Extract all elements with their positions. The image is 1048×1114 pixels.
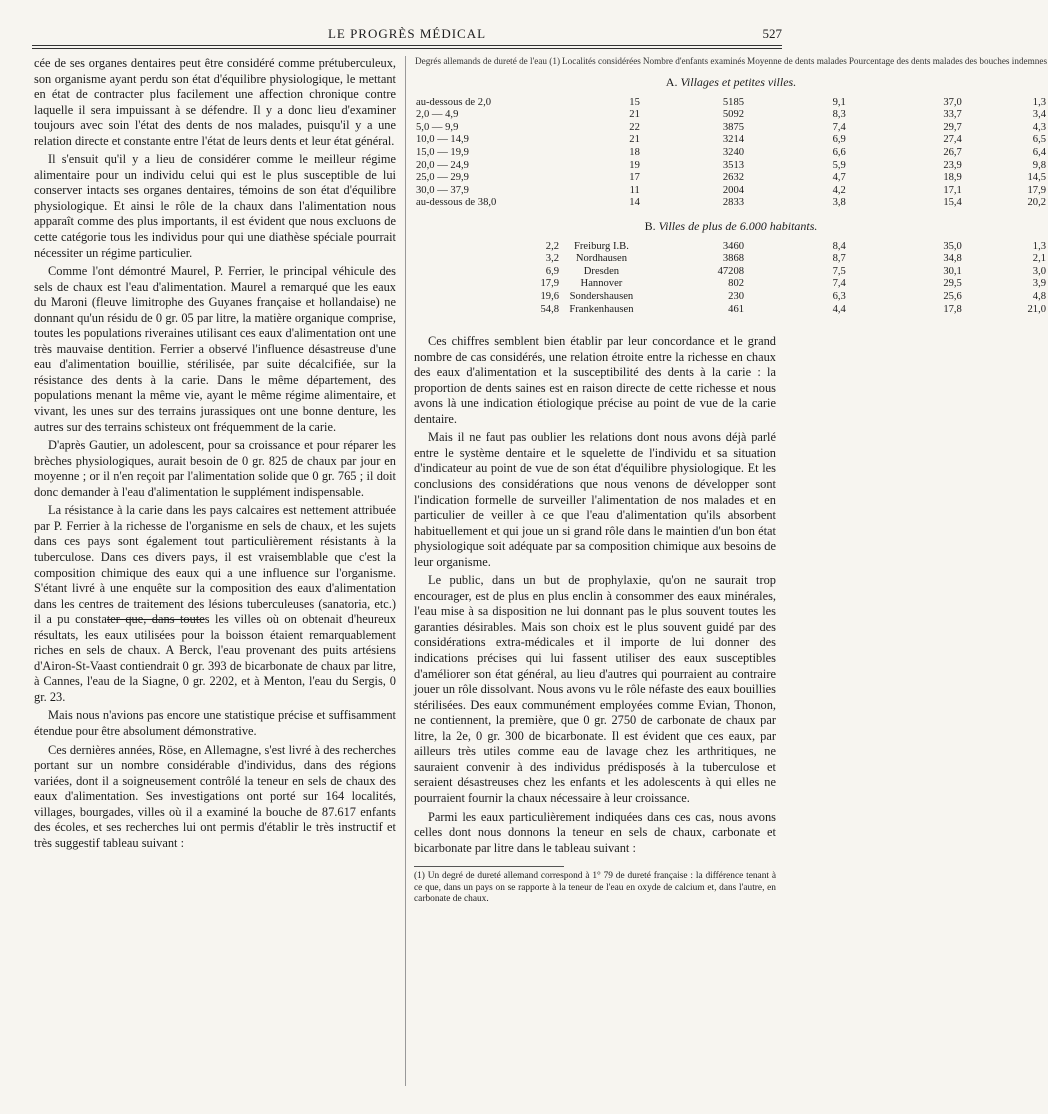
table-cell: 2,2 — [545, 240, 560, 252]
table-cell: 17,1 — [943, 184, 962, 196]
page-number: 527 — [762, 26, 782, 41]
table-cell: 54,8 — [540, 303, 560, 315]
table-cell: 1,3 — [1032, 240, 1047, 252]
table-cell: 15 — [629, 96, 640, 108]
header-rule — [32, 45, 782, 49]
table-cell: 19,6 — [540, 290, 560, 302]
section-b-title — [414, 210, 1048, 241]
table-cell: 21,0 — [1027, 303, 1047, 315]
table-cell: 2833 — [722, 197, 745, 209]
table-cell: 27,4 — [943, 134, 962, 146]
paragraph: cée de ses organes dentaires peut être considéré comme prétuberculeux, son organisme ayant perdu son état d'équilibre physiologique, le mettant en état de contracter plus facilement une affection chronique contre laquelle il sera impuissant à se défendre. Il y a donc lieu d'examiner toujours avec soin l'état des dents de nos malades, puisqu'il y a une relation directe et constante entre l'état de leurs dents et leur état général. — [34, 56, 396, 148]
table-cell: 9,8 — [1032, 159, 1047, 171]
footnote: (1) Un degré de dureté allemand correspond à 1° 79 de dureté française : la différence tenant à ce que, dans un pays on se rapporte à la teneur de l'eau en oxyde de calcium et, dans l'autre, en carbonate de chaux. — [414, 871, 776, 904]
table-cell: 3868 — [722, 253, 745, 265]
table-cell: 21 — [629, 109, 640, 121]
table-cell: 17 — [629, 172, 640, 184]
table-cell: 37,0 — [943, 96, 962, 108]
table-cell: 6,9 — [545, 265, 560, 277]
paragraph — [34, 503, 396, 705]
table-cell: 5092 — [722, 109, 745, 121]
paragraph: Le public, dans un but de prophylaxie, qu'on ne saurait trop encourager, est de plus en plus enclin à consommer des eaux minérales, l'eau mise à sa disposition ne lui donnant pas le plus souvent toutes les garanties désirables. Mais son choix est le plus souvent guidé par des considérations extra-médicales et il importe de lui donner des indications précises qui lui fassent utiliser des eaux susceptibles d'améliorer son état général, au lieu d'autres qui pourraient au contraire jouer un rôle dissolvant. Nous avons vu le rôle néfaste des eaux bouillies stérilisées. Des eaux communément employées comme Evian, Thonon, ne contiennent, la première, que 0 gr. 2750 de carbonate de chaux par litre, la 2e, 0 gr. 300 de bicarbonate. Il est évident que ces eaux, par ailleurs très utiles comme eau de lavage chez les arthritiques, ne sauraient convenir à des individus prédisposés à la tuberculose et seraient désastreuses chez les enfants et les adolescents à qui elles ne pourraient fournir la chaux nécessaire à leur croissance. — [414, 573, 776, 805]
table-cell: 33,7 — [943, 109, 962, 121]
paragraph: Il s'ensuit qu'il y a lieu de considérer comme le meilleur régime alimentaire pour un individu celui qui est le plus susceptible de lui conserver intacts ses organes dentaires, témoins de son état d'équilibre physiologique. Et ainsi le rôle de la chaux dans l'alimentation nous apparaît comme des plus importants, il est évident que nous excluons de cette catégorie tous les individus pour qui une diathèse spéciale pourrait nécessiter un régime particulier. — [34, 152, 396, 260]
table-cell: 35,0 — [943, 240, 962, 252]
table-cell: 15,4 — [943, 197, 962, 209]
header-cell: Localités considérées — [562, 56, 641, 66]
header-cell: Nombre d'enfants examinés — [642, 56, 746, 66]
table-cell: 7,4 — [832, 278, 846, 290]
section-row — [414, 66, 1048, 97]
table-cell: 8,4 — [832, 240, 846, 252]
section-letter: A. — [665, 75, 678, 89]
table-cell: 4,4 — [832, 303, 846, 315]
table-cell: 6,6 — [832, 146, 846, 158]
table-cell: 3,9 — [1032, 278, 1047, 290]
table-cell: 3513 — [722, 159, 745, 171]
table-row — [414, 160, 1048, 173]
table-cell: 5,9 — [832, 159, 846, 171]
table-cell: 14,5 — [1027, 172, 1047, 184]
table-header-row — [414, 56, 1048, 66]
header-cell: Pourcentage des dents malades — [848, 56, 963, 66]
table-row — [414, 266, 1048, 279]
table-cell: 22 — [629, 121, 640, 133]
table-row — [414, 291, 1048, 304]
table-row — [414, 109, 1048, 122]
table-row — [414, 185, 1048, 198]
table-cell: Sondershausen — [569, 290, 634, 302]
table-cell: 3214 — [722, 134, 745, 146]
left-column — [34, 56, 396, 854]
table-cell: 3,4 — [1032, 109, 1047, 121]
paragraph: Comme l'ont démontré Maurel, P. Ferrier, le principal véhicule des sels de chaux est l'eau d'alimentation. Maurel a remarqué que les eaux du Maroni (fleuve limitrophe des Guyanes française et hollandaise) ne donnant qu'un résidu de 0 gr. 05 par litre, la matière organique comprise, toutes les populations riveraines utilisant ces eaux d'alimentation ont une très mauvaise dentition. Ferrier a observé l'influence désastreuse d'une eau d'alimentation bouillie, stérilisée, par suite décalcifiée, sur la résistance des dents à la carie. Dans le même département, des populations menant la même vie, ayant le même régime alimentaire, et vivant, les unes sur des terrains jurassiques ont une bonne denture, les autres sur des terrains schisteux ont fréquemment de la carie. — [34, 264, 396, 434]
table-cell: 8,7 — [832, 253, 846, 265]
paragraph: Ces chiffres semblent bien établir par leur concordance et le grand nombre de cas considérés, une relation étroite entre la richesse en chaux des eaux d'alimentation et la susceptibilité des dents à la carie : la proportion de dents saines est en raison directe de cette richesse et nous avons là une indication étiologique précise au point de vue de la carie dentaire. — [414, 334, 776, 426]
section-label: Villes de plus de 6.000 habitants. — [658, 218, 818, 233]
table-cell: 4,7 — [832, 172, 846, 184]
struck-text: ter que, dans toute — [106, 612, 205, 627]
table-cell: 2632 — [722, 172, 745, 184]
table-row — [414, 253, 1048, 266]
journal-title: LE PROGRÈS MÉDICAL — [327, 26, 487, 41]
paragraph: Mais nous n'avions pas encore une statistique précise et suffisamment étendue pour être absolument démonstrative. — [34, 708, 396, 738]
table-row — [414, 134, 1048, 147]
table-row — [414, 122, 1048, 135]
paragraph: Parmi les eaux particulièrement indiquées dans ces cas, nous avons celles dont nous donnons la teneur en sels de chaux, carbonate et bicarbonate par litre dans le tableau suivant : — [414, 809, 776, 855]
table-cell: 7,4 — [832, 121, 846, 133]
table-cell: 10,0 — 14,9 — [416, 134, 469, 146]
table-cell: au-dessous de 38,0 — [416, 197, 497, 209]
table-cell: 802 — [728, 278, 745, 290]
table-cell: 14 — [629, 197, 640, 209]
table-cell: 6,3 — [832, 290, 846, 302]
table-cell: 29,5 — [943, 278, 962, 290]
table-cell: au-dessous de 2,0 — [416, 96, 492, 108]
footnote-rule — [414, 866, 564, 867]
paragraph: Ces dernières années, Röse, en Allemagne, s'est livré à des recherches portant sur un nombre considérable d'individus, dans des régions variées, dont il a soigneusement contrôlé la teneur en sels de chaux des eaux d'alimentation. Ses investigations ont porté sur 164 localités, villages, bourgades, villes où il a examiné la bouche de 87.617 enfants des écoles, et ses recherches lui ont permis d'établir le très instructif et très suggestif tableau suivant : — [34, 742, 396, 850]
section-a-rows — [414, 97, 1048, 210]
table-cell: 30,1 — [943, 265, 962, 277]
table-row — [414, 278, 1048, 291]
header-cell: Moyenne de dents malades — [747, 56, 847, 66]
text-run: La résistance à la carie dans les pays calcaires est nettement attribuée par P. Ferrier à la richesse de l'organisme en sels de chaux, et les sujets dans ces pays sont également tout particulièrement résistants à la tuberculose. Dans ces divers pays, il est vraisemblable que c'est la composition chimique des eaux qui a une influence sur l'organisme. S'étant livré à une enquête sur la composition des eaux d'alimentation dans les centres de traitement des lésions tuberculeuses (sanatoria, etc.) il a pu consta — [34, 503, 396, 627]
text-run: s les villes où on obtenait d'heureux résultats, les eaux utilisées pour la boisson étaient remarquablement riches en sels de chaux. A Berck, l'eau provenant des puits artésiens d'Airon-St-Vaast contiendrait 0 gr. 393 de bicarbonate de chaux par litre, à Cannes, l'eau de la Siagne, 0 gr. 2202, et à Menton, l'eau du Sergis, 0 gr. 23. — [34, 612, 396, 704]
paragraph: Mais il ne faut pas oublier les relations dont nous avons déjà parlé entre le système dentaire et le squelette de l'individu et sa situation d'indicateur au point de vue de son état d'équilibre physiologique. Et les conclusions des considérations que nous venons de développer sont l'indication formelle de surveiller l'alimentation de nos malades et en particulier de veiller à ce que l'eau d'alimentation qu'ils absorbent habituellement et qui joue un si grand rôle dans le maintien d'un bon état physiologique soit adéquate par sa composition chimique aux besoins de leur organisme. — [414, 430, 776, 569]
table-cell: 461 — [728, 303, 745, 315]
table-cell: Dresden — [583, 265, 620, 277]
table-row — [414, 241, 1048, 254]
table-cell: 4,2 — [832, 184, 846, 196]
table-cell: 26,7 — [943, 146, 962, 158]
table-cell: 3240 — [722, 146, 745, 158]
table-cell: Nordhausen — [575, 253, 628, 265]
table-cell: 3875 — [722, 121, 745, 133]
table-row — [414, 172, 1048, 185]
running-header — [32, 26, 782, 42]
caries-table — [414, 56, 1048, 316]
table-cell: 6,9 — [832, 134, 846, 146]
table-cell: 20,0 — 24,9 — [416, 159, 469, 171]
table-cell: 29,7 — [943, 121, 962, 133]
table-cell: 25,6 — [943, 290, 962, 302]
table-cell: 19 — [629, 159, 640, 171]
table-cell: 2,0 — 4,9 — [416, 109, 459, 121]
table-cell: 1,3 — [1032, 96, 1047, 108]
column-divider — [405, 56, 406, 1086]
table-cell: Hannover — [580, 278, 623, 290]
table-cell: 47208 — [717, 265, 745, 277]
table-cell: 6,4 — [1032, 146, 1047, 158]
right-column — [414, 56, 1048, 905]
table-row — [414, 197, 1048, 210]
table-cell: 18,9 — [943, 172, 962, 184]
table-cell: 3,0 — [1032, 265, 1047, 277]
table-cell: 34,8 — [943, 253, 962, 265]
table-row — [414, 147, 1048, 160]
table-cell: 4,8 — [1032, 290, 1047, 302]
table-cell: 5185 — [722, 96, 745, 108]
header-cell: Degrés allemands de dureté de l'eau (1) — [415, 56, 561, 66]
table-cell: Freiburg I.B. — [574, 240, 629, 252]
table-cell: 25,0 — 29,9 — [416, 172, 469, 184]
paragraph: D'après Gautier, un adolescent, pour sa croissance et pour réparer les brèches physiologiques, aurait besoin de 0 gr. 825 de chaux par jour en moyenne ; or il n'en reçoit par l'alimentation solide que 0 gr. 765 ; il doit donc demander à l'eau d'alimentation le supplément indispensable. — [34, 438, 396, 499]
table-cell: 21 — [629, 134, 640, 146]
table-cell: 4,3 — [1032, 121, 1047, 133]
table-row — [414, 97, 1048, 110]
table-cell: 3,8 — [832, 197, 846, 209]
table-cell: 2004 — [722, 184, 745, 196]
section-letter: B. — [644, 218, 656, 233]
section-a-title — [414, 66, 1048, 97]
table-cell: 30,0 — 37,9 — [416, 184, 469, 196]
section-label: Villages et petites villes. — [680, 75, 797, 89]
table-cell: Frankenhausen — [569, 303, 634, 315]
table-cell: 3460 — [722, 240, 745, 252]
table-cell: 17,8 — [943, 303, 962, 315]
table-cell: 5,0 — 9,9 — [416, 121, 459, 133]
table-row — [414, 304, 1048, 317]
table-cell: 7,5 — [832, 265, 846, 277]
table-cell: 18 — [629, 146, 640, 158]
table-cell: 23,9 — [943, 159, 962, 171]
table-cell: 17,9 — [540, 278, 560, 290]
table-cell: 230 — [728, 290, 745, 302]
table-cell: 20,2 — [1027, 197, 1047, 209]
table-cell: 9,1 — [832, 96, 846, 108]
section-row — [414, 210, 1048, 241]
table-cell: 8,3 — [832, 109, 846, 121]
table-cell: 3,2 — [545, 253, 560, 265]
table-cell: 11 — [629, 184, 640, 196]
section-b-rows — [414, 241, 1048, 317]
table-cell: 15,0 — 19,9 — [416, 146, 469, 158]
header-cell: des bouches indemnes — [964, 56, 1048, 66]
table-cell: 6,5 — [1032, 134, 1047, 146]
table-cell: 2,1 — [1032, 253, 1047, 265]
table-cell: 17,9 — [1027, 184, 1047, 196]
